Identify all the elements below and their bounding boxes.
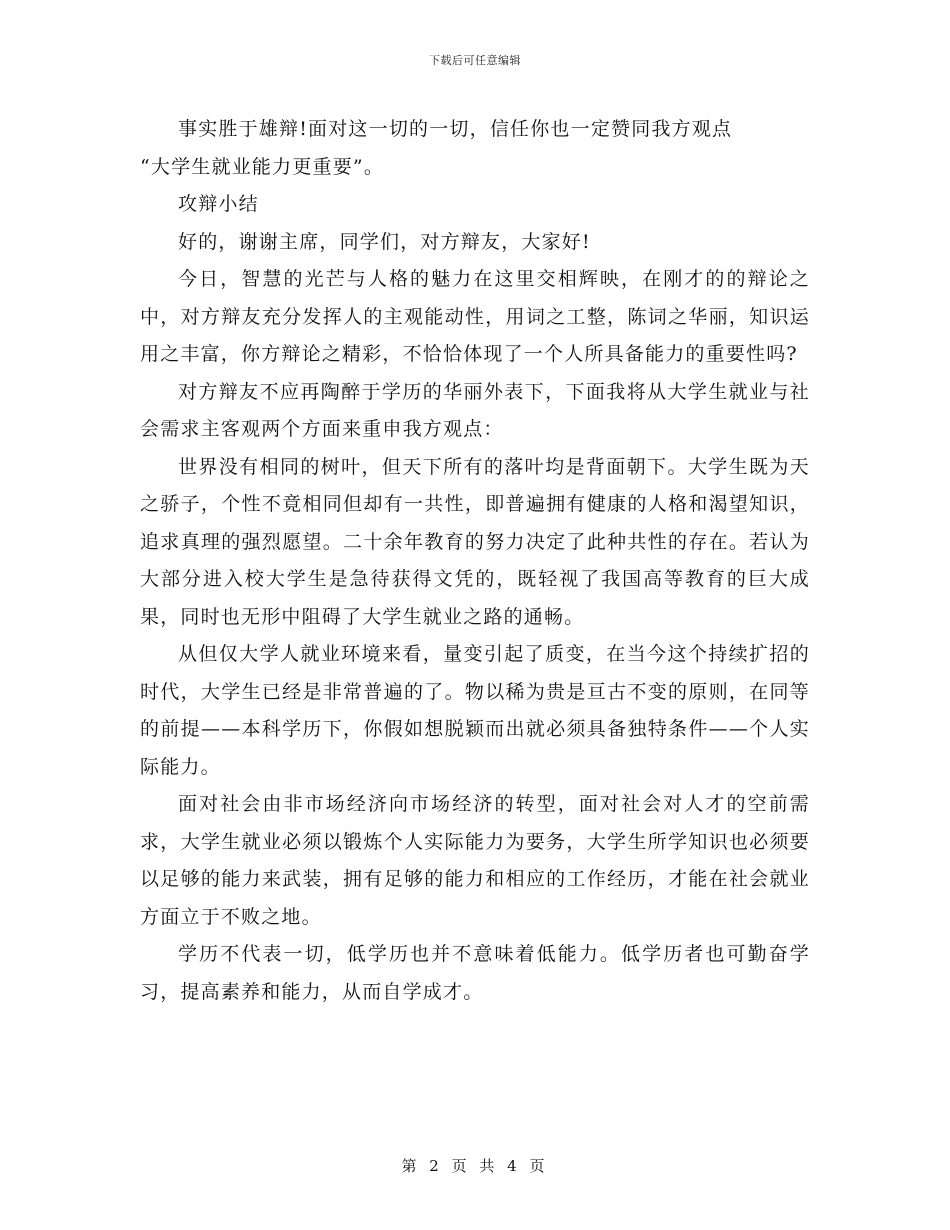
paragraph-transition: 对方辩友不应再陶醉于学历的华丽外表下，下面我将从大学生就业与社会需求主客观两个方面来重申我方观点： [140,380,810,440]
paragraph-opening: 今日，智慧的光芒与人格的魅力在这里交相辉映，在刚才的的辩论之中，对方辩友充分发挥人的主观能动性，用词之工整，陈词之华丽，知识运用之丰富，你方辩论之精彩，不恰恰体现了一个人所具备能力的重要性吗? [140,268,810,365]
paragraph-1: 事实胜于雄辩!面对这一切的一切，信任你也一定赞同我方观点 [178,118,733,140]
section-heading: 攻辩小结 [178,193,259,215]
page-footer: 第 2 页 共 4 页 [401,1157,549,1175]
paragraph-2: “大学生就业能力更重要”。 [140,155,385,178]
paragraph-greeting: 好的，谢谢主席，同学们，对方辩友，大家好! [178,230,591,253]
paragraph-conclusion: 学历不代表一切，低学历也并不意味着低能力。低学历者也可勤奋学习，提高素养和能力，从而自学成才。 [140,943,810,1003]
paragraph-argument-1: 世界没有相同的树叶，但天下所有的落叶均是背面朝下。大学生既为天之骄子，个性不竟相同但却有一共性，即普遍拥有健康的人格和渴望知识，追求真理的强烈愿望。二十余年教育的努力决定了此种共性的存在。若认为大部分进入校大学生是急待获得文凭的，既轻视了我国高等教育的巨大成果，同时也无形中阻碍了大学生就业之路的通畅。 [140,455,810,628]
document-body [140,111,810,1011]
page-header: 下载后可任意编辑 [429,54,521,67]
paragraph-argument-2: 从但仅大学人就业环境来看，量变引起了质变，在当今这个持续扩招的时代，大学生已经是非常普遍的了。物以稀为贵是亘古不变的原则，在同等的前提——本科学历下，你假如想脱颖而出就必须具备独特条件——个人实际能力。 [140,643,810,778]
paragraph-argument-3: 面对社会由非市场经济向市场经济的转型，面对社会对人才的空前需求，大学生就业必须以锻炼个人实际能力为要务，大学生所学知识也必须要以足够的能力来武装，拥有足够的能力和相应的工作经历，才能在社会就业方面立于不败之地。 [140,793,810,928]
